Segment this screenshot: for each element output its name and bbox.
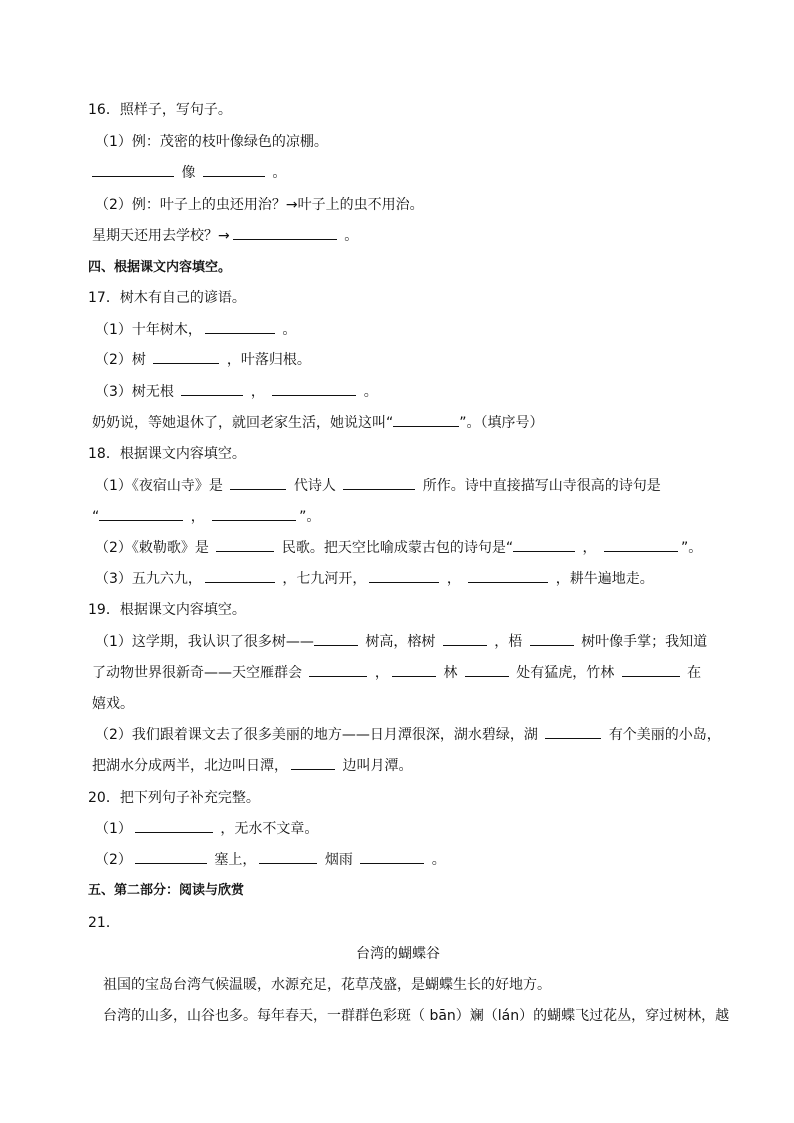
answer-blank[interactable]	[530, 633, 574, 646]
answer-blank[interactable]	[360, 851, 424, 864]
answer-blank[interactable]	[99, 508, 183, 521]
answer-blank[interactable]	[513, 539, 575, 552]
answer-blank[interactable]	[233, 227, 337, 240]
answer-blank[interactable]	[309, 664, 367, 677]
q16-example-1: （1）例：茂密的枝叶像绿色的凉棚。	[95, 134, 328, 150]
answer-blank[interactable]	[545, 726, 601, 739]
q19-title: 19．根据课文内容填空。	[88, 602, 246, 618]
q16-example-2: （2）例：叶子上的虫还用治？→叶子上的虫不用治。	[95, 197, 424, 213]
q19-item-2: （2）我们跟着课文去了很多美丽的地方——日月潭很深，湖水碧绿，湖 有个美丽的小岛，	[95, 727, 721, 743]
answer-blank[interactable]	[604, 539, 678, 552]
answer-blank[interactable]	[314, 633, 358, 646]
q16-title: 16．照样子，写句子。	[88, 102, 232, 118]
answer-blank[interactable]	[135, 820, 213, 833]
q18-item-3: （3）五九六九， ，七九河开， ， ，耕牛遍地走。	[95, 571, 654, 587]
answer-blank[interactable]	[203, 164, 265, 177]
answer-blank[interactable]	[392, 664, 436, 677]
q20-title: 20．把下列句子补充完整。	[88, 790, 260, 806]
q16-fill-2: 星期天还用去学校？→ 。	[92, 228, 359, 244]
section-heading-4: 四、根据课文内容填空。	[88, 260, 232, 275]
answer-blank[interactable]	[259, 851, 317, 864]
answer-blank[interactable]	[272, 383, 356, 396]
passage-paragraph-1: 祖国的宝岛台湾气候温暖，水源充足，花草茂盛，是蝴蝶生长的好地方。	[103, 977, 551, 993]
passage-title: 台湾的蝴蝶谷	[356, 946, 440, 962]
answer-blank[interactable]	[230, 477, 286, 490]
q16-fill-1: 像 。	[92, 163, 286, 183]
answer-blank[interactable]	[393, 414, 459, 427]
answer-blank[interactable]	[468, 570, 548, 583]
q18-title: 18．根据课文内容填空。	[88, 446, 246, 462]
answer-blank[interactable]	[212, 508, 296, 521]
q21-number: 21．	[88, 915, 120, 931]
answer-blank[interactable]	[465, 664, 509, 677]
q20-item-1: （1） ，无水不文章。	[95, 821, 319, 837]
q17-item-4: 奶奶说，等她退休了，就回老家生活，她说这叫“ ”。（填序号）	[92, 415, 544, 431]
answer-blank[interactable]	[181, 383, 243, 396]
answer-blank[interactable]	[153, 351, 219, 364]
answer-blank[interactable]	[135, 851, 207, 864]
answer-blank[interactable]	[343, 477, 415, 490]
answer-blank[interactable]	[205, 570, 275, 583]
answer-blank[interactable]	[443, 633, 487, 646]
q19-item-1c: 嬉戏。	[92, 696, 134, 712]
q19-item-2b: 把湖水分成两半，北边叫日潭， 边叫月潭。	[92, 758, 413, 774]
q18-item-1b: “ ， ”。	[92, 509, 321, 525]
q17-item-1: （1）十年树木， 。	[95, 322, 297, 338]
q17-title: 17．树木有自己的谚语。	[88, 290, 246, 306]
section-heading-5: 五、第二部分：阅读与欣赏	[88, 883, 245, 898]
q20-item-2: （2） 塞上， 烟雨 。	[95, 852, 446, 868]
q19-item-1: （1）这学期，我认识了很多树—— 树高，榕树 ，梧 树叶像手掌；我知道	[95, 634, 708, 650]
q18-item-1: （1）《夜宿山寺》是 代诗人 所作。诗中直接描写山寺很高的诗句是	[95, 478, 661, 494]
q19-item-1b: 了动物世界很新奇——天空雁群会 ， 林 处有猛虎，竹林 在	[92, 665, 702, 681]
q17-item-2: （2）树 ，叶落归根。	[95, 352, 311, 368]
answer-blank[interactable]	[92, 164, 174, 177]
q17-item-3: （3）树无根 ， 。	[95, 384, 378, 400]
answer-blank[interactable]	[216, 539, 274, 552]
q18-item-2: （2）《敕勒歌》是 民歌。把天空比喻成蒙古包的诗句是“ ， ”。	[95, 540, 703, 556]
answer-blank[interactable]	[205, 321, 275, 334]
answer-blank[interactable]	[291, 757, 335, 770]
answer-blank[interactable]	[622, 664, 680, 677]
answer-blank[interactable]	[369, 570, 439, 583]
passage-paragraph-2: 台湾的山多，山谷也多。每年春天，一群群色彩斑（ bān）斓（lán）的蝴蝶飞过花丛，穿过树林，越	[103, 1008, 730, 1024]
